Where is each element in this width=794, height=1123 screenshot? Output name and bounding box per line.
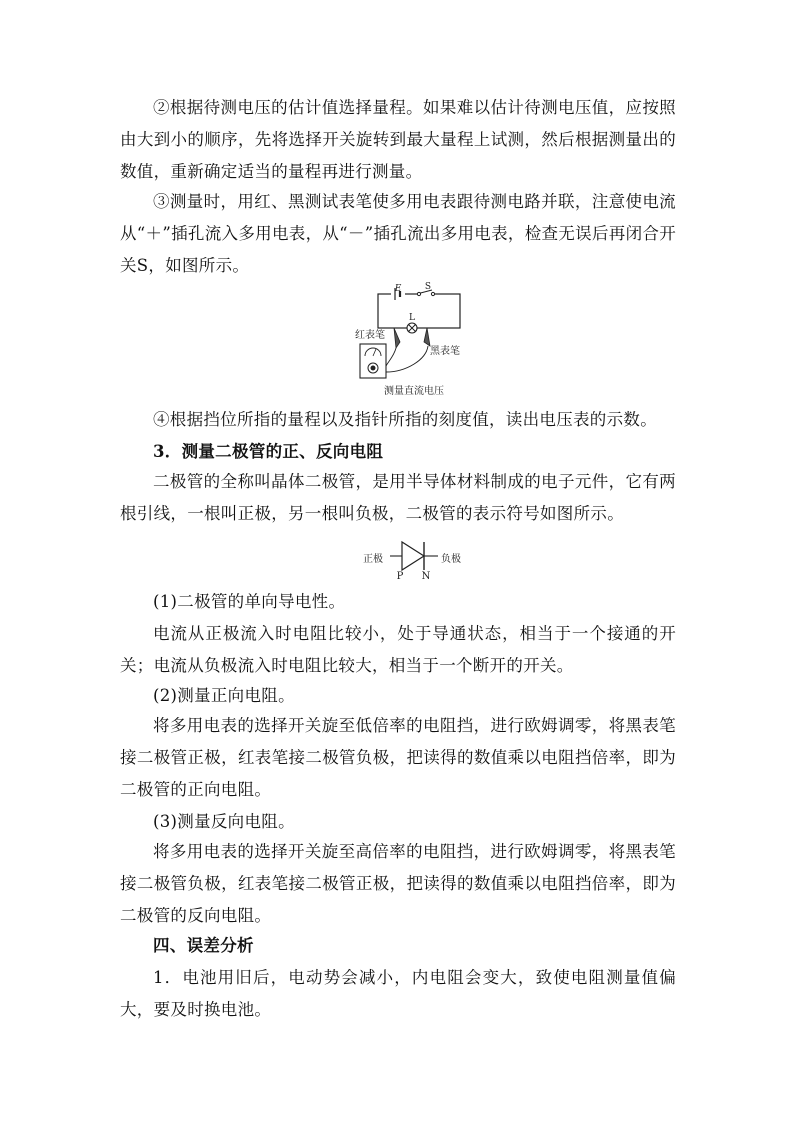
switch-label: S: [424, 282, 432, 292]
black-lead-wire: [386, 346, 428, 372]
heading-diode-resistance: 3．测量二极管的正、反向电阻: [153, 442, 384, 461]
n-label: N: [421, 571, 431, 582]
p-label: P: [396, 571, 404, 582]
paragraph-forward-resistance: 将多用电表的选择开关旋至低倍率的电阻挡，进行欧姆调零，将黑表笔接二极管正极，红表笔接二极管负极，把读得的数值乘以电阻挡倍率，即为二极管的正向电阻。: [120, 716, 676, 799]
heading-forward-resistance: (2)测量正向电阻。: [153, 686, 295, 705]
circuit-loop-wire: [378, 294, 460, 328]
black-probe-tip: [424, 328, 430, 346]
battery-label: E: [394, 284, 402, 294]
heading-error-analysis: 四、误差分析: [153, 936, 254, 955]
voltage-measurement-circuit-figure: [348, 282, 468, 400]
diode-triangle: [402, 542, 424, 570]
paragraph-one-way-conduction: 电流从正极流入时电阻比较小，处于导通状态，相当于一个接通的开关；电流从负极流入时电阻比较大，相当于一个断开的开关。: [120, 624, 676, 675]
cathode-label: 负极: [441, 554, 461, 565]
heading-reverse-resistance: (3)测量反向电阻。: [153, 812, 295, 831]
red-probe-label: 红表笔: [355, 330, 385, 341]
lamp-label: L: [409, 313, 415, 323]
diode-symbol-figure: [362, 534, 472, 582]
paragraph-diode-intro: 二极管的全称叫晶体二极管，是用半导体材料制成的电子元件，它有两根引线，一根叫正极，另一根叫负极，二极管的表示符号如图所示。: [120, 472, 676, 523]
red-probe-tip: [394, 328, 400, 348]
heading-one-way-conduction: (1)二极管的单向导电性。: [153, 592, 346, 611]
circuit-figure-caption: 测量直流电压: [384, 386, 444, 397]
paragraph-read-value: ④根据挡位所指的量程以及指针所指的刻度值，读出电压表的示数。: [153, 410, 657, 429]
anode-label: 正极: [363, 554, 383, 565]
paragraph-error-battery: 1．电池用旧后，电动势会减小，内电阻会变大，致使电阻测量值偏大，要及时换电池。: [120, 968, 676, 1019]
red-lead-wire: [386, 348, 396, 366]
paragraph-measure-procedure: ③测量时，用红、黑测试表笔使多用电表跟待测电路并联，注意使电流从“＋”插孔流入多用电表，从“－”插孔流出多用电表，检查无误后再闭合开关S，如图所示。: [120, 192, 676, 275]
black-probe-label: 黑表笔: [430, 346, 460, 357]
paragraph-reverse-resistance: 将多用电表的选择开关旋至高倍率的电阻挡，进行欧姆调零，将黑表笔接二极管负极，红表笔接二极管正极，把读得的数值乘以电阻挡倍率，即为二极管的反向电阻。: [120, 842, 676, 925]
paragraph-range-selection: ②根据待测电压的估计值选择量程。如果难以估计待测电压值，应按照由大到小的顺序，先将选择开关旋转到最大量程上试测，然后根据测量出的数值，重新确定适当的量程再进行测量。: [120, 98, 676, 181]
